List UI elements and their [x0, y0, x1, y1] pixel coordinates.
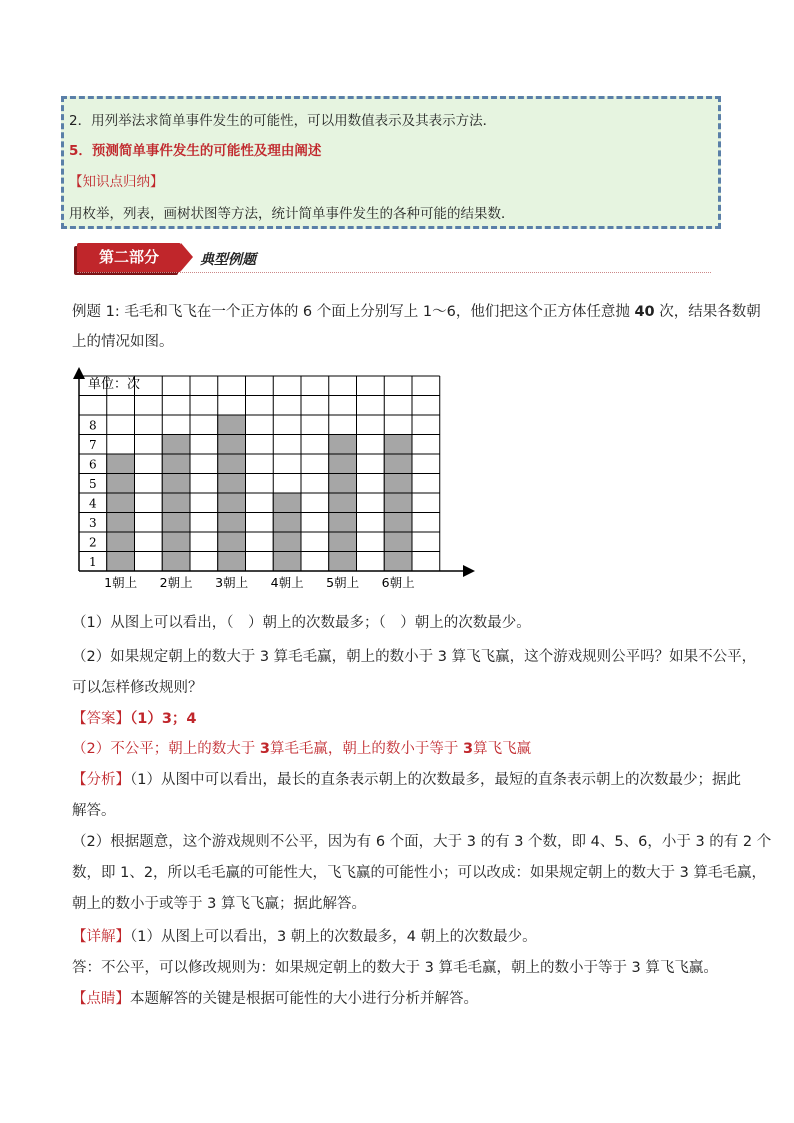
bar-cell: [162, 454, 190, 474]
bar-cell: [218, 532, 246, 552]
y-tick-label: 1: [89, 555, 97, 569]
x-tick-label: 6朝上: [381, 575, 415, 590]
detail-text-1: （1）从图上可以看出，3 朝上的次数最多，4 朝上的次数最少。: [130, 929, 537, 945]
bar-cell: [329, 454, 357, 474]
y-tick-label: 5: [89, 477, 97, 491]
answer-2-b: 3: [259, 741, 270, 757]
bar-cell: [273, 532, 301, 552]
answer-tag: 【答案】: [72, 711, 130, 727]
knowledge-line-2: 5．预测简单事件发生的可能性及理由阐述: [69, 143, 322, 159]
bar-cell: [384, 513, 412, 533]
bar-cell: [329, 493, 357, 513]
y-tick-label: 8: [89, 418, 97, 433]
x-tick-label: 4朝上: [270, 575, 304, 590]
question-2-line-1: （2）如果规定朝上的数大于 3 算毛毛赢，朝上的数小于 3 算飞飞赢，这个游戏规则公平吗？如果不公平，: [72, 649, 757, 665]
bar-5: [329, 435, 357, 572]
bar-cell: [218, 493, 246, 513]
bar-cell: [384, 454, 412, 474]
question-intro-line-2: 上的情况如图。: [72, 334, 174, 350]
knowledge-line-3: 【知识点归纳】: [69, 174, 164, 190]
section-tab: 第二部分: [77, 243, 181, 272]
knowledge-line-1: 2．用列举法求简单事件发生的可能性，可以用数值表示及其表示方法．: [69, 113, 497, 129]
question-intro-text-a: 例题 1: 毛毛和飞飞在一个正方体的 6 个面上分别写上 1～6，他们把这个正方体任意抛: [72, 304, 635, 320]
bar-cell: [162, 474, 190, 494]
analysis-line-1: [72, 768, 741, 789]
bar-cell: [384, 532, 412, 552]
bar-cell: [162, 513, 190, 533]
bar-cell: [107, 474, 135, 494]
bar-cell: [384, 493, 412, 513]
chart-y-ticks: [89, 419, 97, 570]
answer-line-2: [72, 737, 531, 758]
answer-2-d: 3: [463, 741, 474, 757]
y-tick-label: 3: [89, 516, 97, 530]
bar-cell: [107, 552, 135, 572]
analysis-line-4: 数，即 1、2，所以毛毛赢的可能性大，飞飞赢的可能性小；可以改成：如果规定朝上的数大于 3 算毛毛赢，: [72, 865, 766, 881]
x-tick-label: 5朝上: [326, 575, 360, 590]
y-tick-label: 4: [89, 496, 97, 511]
knowledge-box: [61, 96, 721, 229]
bar-cell: [107, 493, 135, 513]
bar-cell: [162, 493, 190, 513]
answer-2-e: 算飞飞赢: [473, 741, 532, 757]
question-intro-line-1: [72, 300, 761, 321]
bar-cell: [329, 474, 357, 494]
y-tick-label: 7: [89, 438, 97, 452]
bar-cell: [218, 415, 246, 435]
bar-cell: [273, 493, 301, 513]
question-intro-text-c: 次，结果各数朝: [654, 304, 761, 320]
bar-cell: [162, 552, 190, 572]
bar-cell: [273, 552, 301, 572]
bar-3: [218, 415, 246, 571]
chart-x-ticks: [104, 575, 414, 590]
bar-2: [162, 435, 190, 572]
y-tick-label: 2: [89, 535, 97, 550]
bar-cell: [329, 513, 357, 533]
bar-cell: [329, 435, 357, 455]
x-tick-label: 1朝上: [104, 575, 138, 590]
comment-text: 本题解答的关键是根据可能性的大小进行分析并解答。: [130, 991, 478, 1007]
bar-chart: [60, 362, 480, 592]
detail-tag: 【详解】: [72, 929, 130, 945]
bar-cell: [107, 513, 135, 533]
bar-cell: [273, 513, 301, 533]
analysis-line-5: 朝上的数小于或等于 3 算飞飞赢；据此解答。: [72, 896, 366, 912]
analysis-text-1: （1）从图中可以看出，最长的直条表示朝上的次数最多，最短的直条表示朝上的次数最少；据此: [130, 772, 741, 788]
question-2-line-2: 可以怎样修改规则？: [72, 680, 203, 696]
answer-2-a: （2）不公平；朝上的数大于: [72, 741, 260, 757]
answer-line-1: [72, 707, 197, 728]
bar-cell: [329, 532, 357, 552]
bar-cell: [218, 513, 246, 533]
question-1: （1）从图上可以看出，（ ）朝上的次数最多；（ ）朝上的次数最少。: [72, 615, 531, 631]
bar-cell: [162, 532, 190, 552]
bar-cell: [384, 552, 412, 572]
analysis-tag: 【分析】: [72, 772, 130, 788]
bar-cell: [107, 454, 135, 474]
bar-cell: [218, 552, 246, 572]
answer-1: （1）3；4: [130, 711, 197, 727]
section-title: 典型例题: [200, 252, 256, 268]
x-tick-label: 2朝上: [159, 575, 193, 590]
question-intro-number: 40: [634, 304, 655, 320]
section-divider: [77, 272, 711, 273]
bar-6: [384, 435, 412, 572]
bar-cell: [384, 435, 412, 455]
comment-tag: 【点睛】: [72, 991, 130, 1007]
detail-line-2: 答：不公平，可以修改规则为：如果规定朝上的数大于 3 算毛毛赢，朝上的数小于等于 3 算飞飞赢。: [72, 960, 718, 976]
bar-cell: [107, 532, 135, 552]
x-tick-label: 3朝上: [215, 575, 249, 590]
section-tab-arrow: [181, 243, 193, 271]
y-tick-label: 6: [89, 457, 97, 472]
bar-cell: [218, 435, 246, 455]
bar-1: [107, 454, 135, 571]
bar-cell: [329, 552, 357, 572]
bar-cell: [162, 435, 190, 455]
analysis-line-3: （2）根据题意，这个游戏规则不公平，因为有 6 个面，大于 3 的有 3 个数，即 4、5、6，小于 3 的有 2 个: [72, 834, 772, 850]
bar-cell: [384, 474, 412, 494]
bar-cell: [218, 454, 246, 474]
detail-line-1: [72, 925, 537, 946]
bar-cell: [218, 474, 246, 494]
comment-line: [72, 987, 478, 1008]
analysis-line-2: 解答。: [72, 803, 116, 819]
bar-4: [273, 493, 301, 571]
answer-2-c: 算毛毛赢，朝上的数小于等于: [269, 741, 464, 757]
knowledge-line-4: 用枚举，列表，画树状图等方法，统计简单事件发生的各种可能的结果数．: [69, 206, 515, 222]
chart-unit-label: 单位：次: [88, 377, 141, 392]
